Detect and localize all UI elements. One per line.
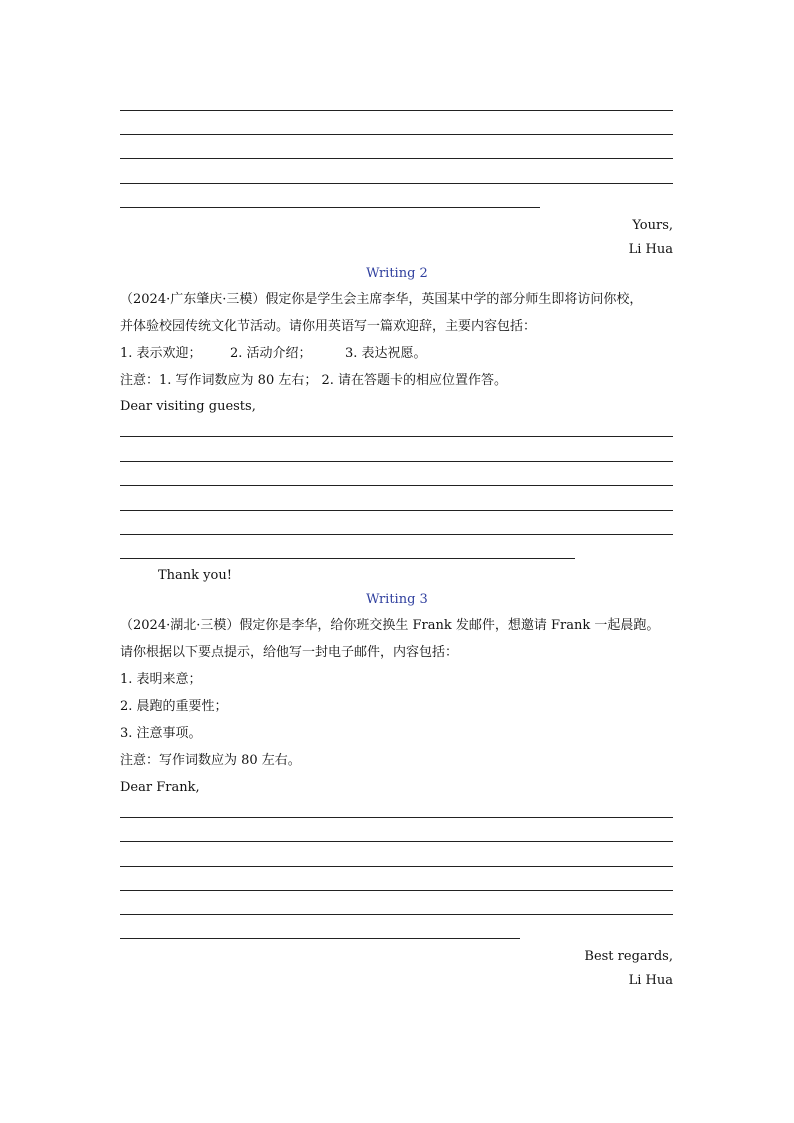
answer-line bbox=[120, 183, 673, 184]
prompt-line-2: 请你根据以下要点提示，给他写一封电子邮件，内容包括： bbox=[120, 645, 459, 660]
answer-line bbox=[120, 510, 673, 511]
answer-line bbox=[120, 110, 673, 111]
content-points bbox=[120, 346, 427, 362]
section-heading-writing-3: Writing 3 bbox=[366, 592, 428, 607]
point-3: 3. 注意事项。 bbox=[120, 726, 202, 741]
sign-off: Best regards, bbox=[584, 949, 673, 964]
answer-line bbox=[120, 914, 673, 915]
answer-line-short bbox=[120, 938, 520, 939]
answer-line-short bbox=[120, 207, 540, 208]
point-2: 2. 晨跑的重要性； bbox=[120, 699, 228, 714]
signature: Li Hua bbox=[628, 973, 673, 988]
answer-line bbox=[120, 158, 673, 159]
greeting: Dear visiting guests, bbox=[120, 399, 256, 414]
greeting: Dear Frank, bbox=[120, 780, 200, 795]
sign-off: Yours, bbox=[632, 218, 673, 233]
answer-line bbox=[120, 461, 673, 462]
prompt-line-1: （2024·湖北·三模）假定你是李华，给你班交换生 Frank 发邮件，想邀请 Frank 一起晨跑。 bbox=[120, 618, 660, 633]
answer-line bbox=[120, 436, 673, 437]
prompt-line-1: （2024·广东肇庆·三模）假定你是学生会主席李华，英国某中学的部分师生即将访问你校， bbox=[120, 292, 643, 307]
signature: Li Hua bbox=[628, 242, 673, 257]
answer-line bbox=[120, 841, 673, 842]
point-1: 1. 表示欢迎； bbox=[120, 346, 202, 361]
closing: Thank you! bbox=[158, 568, 232, 583]
section-heading-writing-2: Writing 2 bbox=[366, 266, 428, 281]
note: 注意：1. 写作词数应为 80 左右； 2. 请在答题卡的相应位置作答。 bbox=[120, 373, 508, 388]
answer-line bbox=[120, 866, 673, 867]
answer-line bbox=[120, 534, 673, 535]
answer-line-short bbox=[120, 558, 575, 559]
point-3: 3. 表达祝愿。 bbox=[345, 346, 427, 361]
prompt-line-2: 并体验校园传统文化节活动。请你用英语写一篇欢迎辞，主要内容包括： bbox=[120, 319, 537, 334]
answer-line bbox=[120, 485, 673, 486]
answer-line bbox=[120, 817, 673, 818]
point-2: 2. 活动介绍； bbox=[230, 346, 312, 361]
note: 注意：写作词数应为 80 左右。 bbox=[120, 753, 301, 768]
answer-line bbox=[120, 890, 673, 891]
point-1: 1. 表明来意； bbox=[120, 672, 202, 687]
answer-line bbox=[120, 134, 673, 135]
